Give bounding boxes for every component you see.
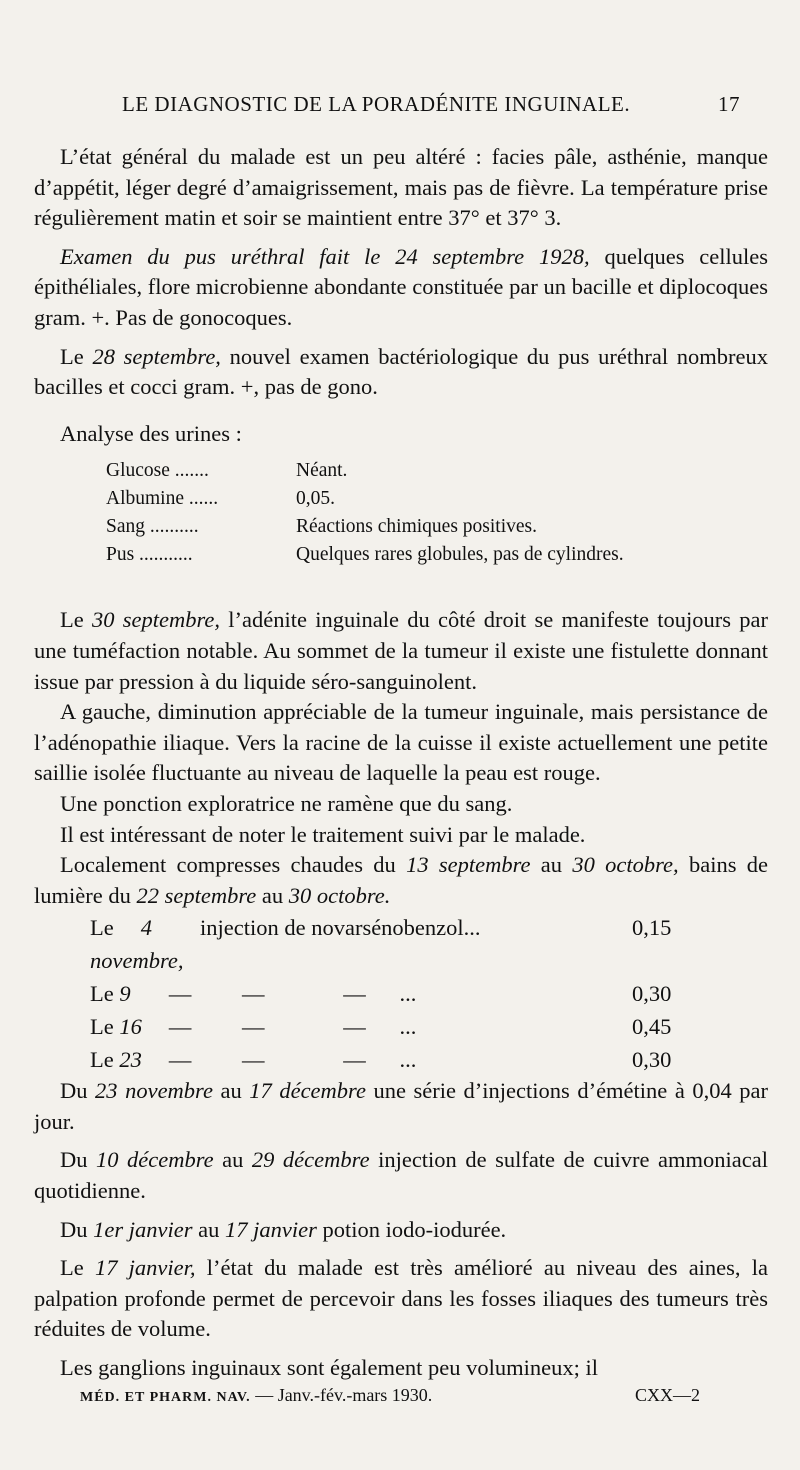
table-row (106, 541, 768, 569)
row-prefix: Le (90, 915, 114, 941)
paragraph-4 (34, 605, 768, 697)
row-text: — — — ... (152, 1047, 417, 1073)
paragraph-text: quelques cellules épithéliales, flore microbienne abondante constituée par un bacille et diplocoques gram. +. Pas de gonocoques. (34, 243, 769, 330)
italic-phrase: 23 novembre (95, 1078, 213, 1104)
journal-name: MÉD. ET PHARM. NAV. (80, 1390, 251, 1405)
row-value: 0,30 (632, 981, 672, 1007)
paragraph-text: au (256, 882, 289, 908)
issue-date: — Janv.-fév.-mars 1930. (255, 1385, 433, 1405)
paragraph-text: potion iodo-iodurée. (316, 1216, 507, 1242)
row-value: Néant. (296, 460, 348, 482)
italic-phrase: Examen du pus uréthral fait le 24 septembre 1928, (60, 243, 590, 269)
paragraph-text: bains de lumière du (34, 852, 768, 908)
row-value: 0,05. (296, 488, 335, 510)
paragraph-11 (34, 1215, 768, 1246)
paragraph-13: Les ganglions inguinaux sont également peu volumineux; il (60, 1355, 599, 1381)
row-text: injection de novarsénobenzol... (200, 915, 481, 941)
row-prefix: Le (90, 1014, 114, 1040)
italic-phrase: 29 décembre (251, 1147, 370, 1173)
paragraph-text: Le (60, 1255, 95, 1281)
paragraph-6: Une ponction exploratrice ne ramène que du sang. (60, 790, 513, 816)
row-value: 0,15 (632, 915, 672, 941)
body-text (34, 142, 768, 1384)
row-text: — — — ... (152, 1014, 417, 1040)
italic-phrase: 17 janvier, (94, 1255, 196, 1281)
row-prefix: Le (90, 981, 114, 1007)
table-row (90, 977, 768, 1010)
paragraph-text: Du (60, 1147, 97, 1173)
row-date: 4 novembre, (90, 915, 184, 974)
italic-phrase: 13 septembre (406, 852, 531, 878)
row-value: 0,45 (632, 1014, 672, 1040)
italic-phrase: 30 octobre, (572, 852, 679, 878)
row-label (90, 977, 152, 1010)
injection-table (90, 911, 768, 1076)
paragraph-10 (34, 1145, 768, 1206)
row-value: Quelques rares globules, pas de cylindres. (296, 544, 624, 566)
italic-phrase: 1er janvier (93, 1216, 193, 1242)
paragraph-text: une série d’injections d’émétine à 0,04 par jour. (34, 1078, 768, 1134)
row-label: Albumine ...... (106, 488, 219, 510)
table-row (106, 485, 768, 513)
row-label (90, 911, 184, 977)
italic-phrase: 17 décembre (249, 1078, 366, 1104)
paragraph-2 (34, 242, 768, 334)
paragraph-9 (34, 1076, 768, 1137)
row-text: — — — ... (152, 981, 417, 1007)
row-date: 16 (119, 1014, 142, 1040)
table-row (90, 1010, 768, 1043)
table-row (90, 1043, 768, 1076)
running-title: LE DIAGNOSTIC DE LA PORADÉNITE INGUINALE. (122, 92, 631, 116)
journal-citation (80, 1385, 432, 1406)
paragraph-8 (34, 850, 768, 911)
italic-phrase: 28 septembre, (92, 343, 221, 369)
italic-phrase: 30 octobre. (288, 882, 391, 908)
paragraph-7: Il est intéressant de noter le traitement suivi par le malade. (60, 821, 586, 847)
italic-phrase: 17 janvier (224, 1216, 317, 1242)
row-label (90, 1010, 152, 1043)
table-row (90, 911, 768, 977)
paragraph-3 (34, 342, 768, 403)
row-date: 9 (119, 981, 131, 1007)
running-header (122, 92, 740, 117)
italic-phrase: 10 décembre (96, 1147, 214, 1173)
paragraph-text: au (213, 1147, 252, 1173)
paragraph-text: Le (60, 607, 92, 633)
paragraph-text: Du (60, 1078, 96, 1104)
row-value: Réactions chimiques positives. (296, 516, 538, 538)
paragraph-5: A gauche, diminution appréciable de la tumeur inguinale, mais persistance de l’adénopathie iliaque. Vers la racine de la cuisse il existe actuellement une petite saillie isolée fluctuante au niveau de laquelle la peau est rouge. (34, 699, 768, 786)
signature-mark: CXX—2 (634, 1385, 700, 1405)
paragraph-1: L’état général du malade est un peu altéré : facies pâle, asthénie, manque d’appétit, léger degré d’amaigrissement, mais pas de fièvre. La température prise régulièrement matin et soir se maintient entre 37° et 37° 3. (34, 144, 768, 231)
paragraph-text: Localement compresses chaudes du (60, 852, 407, 878)
paragraph-text: injection de sulfate de cuivre ammoniacal quotidienne. (34, 1147, 768, 1204)
row-label: Glucose ....... (106, 460, 209, 482)
row-date: 23 (119, 1047, 142, 1073)
paragraph-text: l’adénite inguinale du côté droit se manifeste toujours par une tuméfaction notable. Au sommet de la tumeur il existe une fistulette donnant issue par pression à du liquide séro-sanguinolent. (34, 607, 768, 694)
paragraph-12 (34, 1253, 768, 1345)
urine-analysis-title: Analyse des urines : (60, 420, 242, 446)
paragraph-text: au (530, 852, 573, 878)
row-label: Pus ........... (106, 544, 193, 566)
paragraph-text: au (192, 1216, 225, 1242)
italic-phrase: 22 septembre (136, 882, 257, 908)
row-label: Sang .......... (106, 516, 199, 538)
row-prefix: Le (90, 1047, 114, 1073)
page-number: 17 (718, 92, 740, 116)
table-row (106, 457, 768, 485)
urine-analysis-table (106, 457, 768, 569)
paragraph-text: nouvel examen bactériologique du pus uréthral nombreux bacilles et cocci gram. +, pas de gono. (34, 343, 769, 400)
table-row (106, 513, 768, 541)
paragraph-text: Le (60, 343, 93, 369)
paragraph-text: Du (60, 1216, 94, 1242)
row-label (90, 1043, 152, 1076)
page-footer (80, 1385, 700, 1406)
paragraph-text: l’état du malade est très amélioré au niveau des aines, la palpation profonde permet de percevoir dans les fosses iliaques des tumeurs très réduites de volume. (34, 1255, 768, 1342)
paragraph-text: au (212, 1078, 250, 1104)
row-value: 0,30 (632, 1047, 672, 1073)
italic-phrase: 30 septembre, (92, 607, 221, 633)
